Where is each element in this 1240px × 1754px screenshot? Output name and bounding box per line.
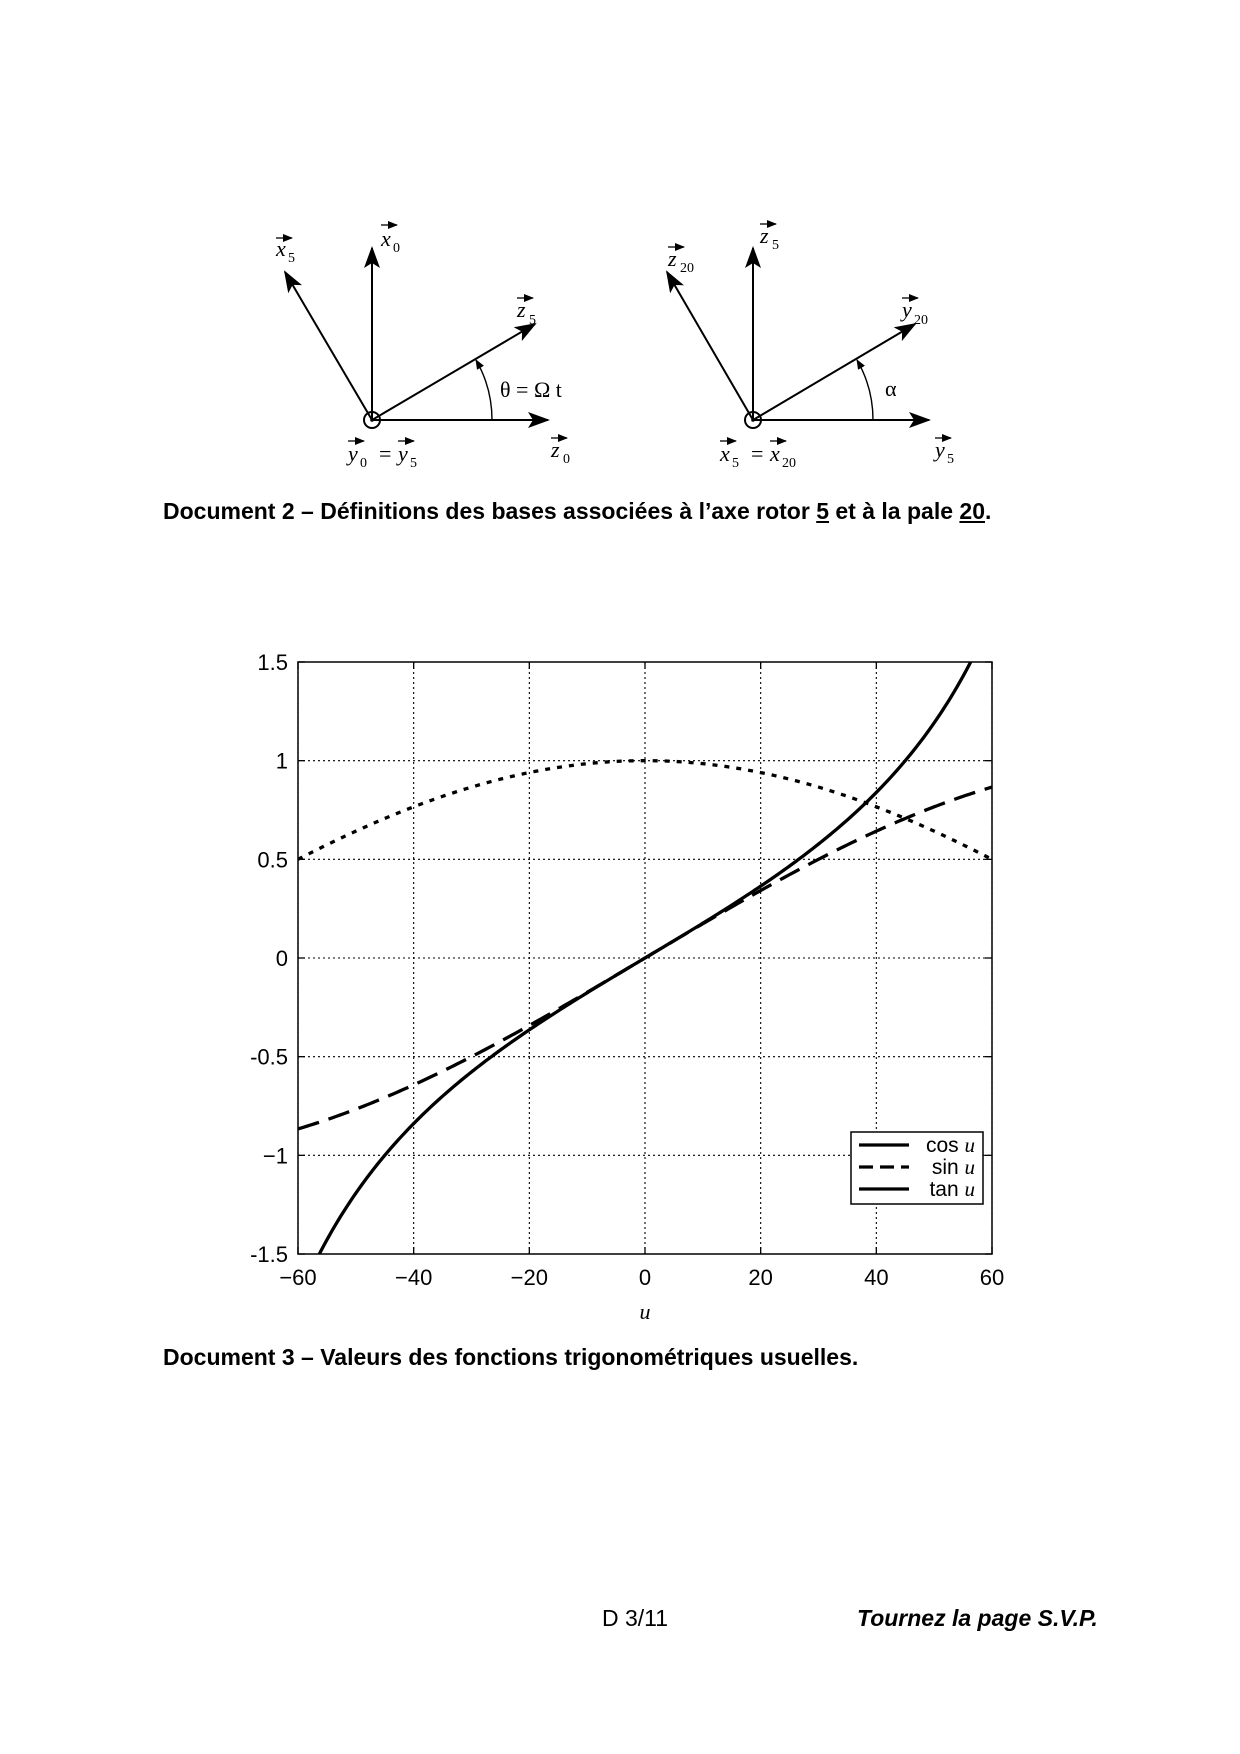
- svg-text:z: z: [551, 437, 560, 462]
- alpha-angle-arc: [857, 360, 873, 420]
- chart-legend: [851, 1132, 983, 1204]
- svg-text:y: y: [398, 441, 408, 466]
- svg-text:=: =: [379, 441, 392, 466]
- legend-entry-sin: sin u: [931, 1155, 975, 1179]
- svg-text:20: 20: [782, 456, 796, 471]
- x-tick-label: 0: [638, 1265, 652, 1290]
- svg-text:z: z: [760, 223, 769, 248]
- legend-entry-cos: cos u: [925, 1133, 975, 1157]
- y-tick-label: 0.5: [257, 847, 288, 873]
- svg-text:5: 5: [947, 452, 954, 467]
- svg-text:5: 5: [288, 251, 295, 266]
- svg-text:x: x: [720, 441, 730, 466]
- x-tick-labels: [279, 1265, 1004, 1290]
- x-tick-label: −40: [395, 1265, 433, 1290]
- theta-label: θ = Ω t: [500, 377, 562, 402]
- svg-text:0: 0: [393, 241, 400, 256]
- turn-page-note: Tournez la page S.V.P.: [857, 1605, 1098, 1631]
- svg-text:x: x: [381, 226, 391, 251]
- label-x5-eq-x20: [719, 441, 796, 471]
- legend-entry-tan: tan u: [929, 1177, 975, 1201]
- svg-text:z: z: [517, 297, 526, 322]
- svg-text:0: 0: [563, 452, 570, 467]
- label-x0: [380, 225, 400, 256]
- svg-text:z: z: [668, 246, 677, 271]
- x5-axis: [285, 272, 372, 420]
- y-tick-label: 0: [275, 946, 288, 971]
- label-y20: [900, 297, 928, 328]
- label-z20: [667, 246, 694, 276]
- svg-text:=: =: [751, 441, 764, 466]
- trig-chart: [0, 620, 1240, 1320]
- diagram-right: [667, 223, 954, 471]
- y-tick-label: -1.5: [250, 1242, 288, 1267]
- y-tick-label: −1: [262, 1143, 288, 1169]
- svg-text:5: 5: [410, 456, 417, 471]
- label-y0-eq-y5: [346, 441, 417, 471]
- x-tick-label: 60: [979, 1265, 1005, 1290]
- alpha-label: α: [885, 376, 897, 401]
- x-axis-label: u: [639, 1299, 651, 1320]
- svg-text:y: y: [902, 297, 912, 322]
- diagram-left: [275, 225, 570, 471]
- z5-axis: [372, 324, 535, 420]
- svg-text:0: 0: [360, 456, 367, 471]
- x-tick-label: −60: [279, 1265, 317, 1290]
- label-z5: [516, 297, 536, 328]
- page-number: D 3/11: [602, 1605, 669, 1631]
- label-x5: [275, 236, 295, 266]
- svg-text:5: 5: [529, 313, 536, 328]
- y20-axis: [753, 324, 915, 420]
- y-tick-label: 1.5: [257, 650, 288, 675]
- theta-angle-arc: [476, 360, 492, 420]
- cos-curve: [298, 761, 992, 860]
- svg-text:y: y: [348, 441, 358, 466]
- svg-text:x: x: [276, 236, 286, 261]
- svg-text:20: 20: [914, 313, 928, 328]
- x-tick-label: −20: [510, 1265, 548, 1290]
- label-z5: [759, 223, 779, 253]
- svg-text:y: y: [935, 437, 945, 462]
- y-tick-label: -0.5: [250, 1044, 288, 1070]
- svg-text:5: 5: [732, 456, 739, 471]
- document-3-caption: Document 3 – Valeurs des fonctions trigonométriques usuelles.: [163, 1344, 859, 1370]
- y-tick-label: 1: [275, 748, 288, 774]
- x-tick-label: 40: [864, 1265, 889, 1290]
- label-y5: [933, 437, 954, 467]
- frame-diagrams: [0, 0, 1240, 480]
- document-2-caption: Document 2 – Définitions des bases associées à l’axe rotor 5 et à la pale 20.: [163, 498, 992, 524]
- label-z0: [550, 437, 570, 467]
- z20-axis: [667, 272, 753, 420]
- svg-text:5: 5: [772, 238, 779, 253]
- y-tick-labels: [250, 650, 288, 1267]
- svg-text:x: x: [770, 441, 780, 466]
- x-tick-label: 20: [748, 1265, 773, 1290]
- svg-text:20: 20: [680, 261, 694, 276]
